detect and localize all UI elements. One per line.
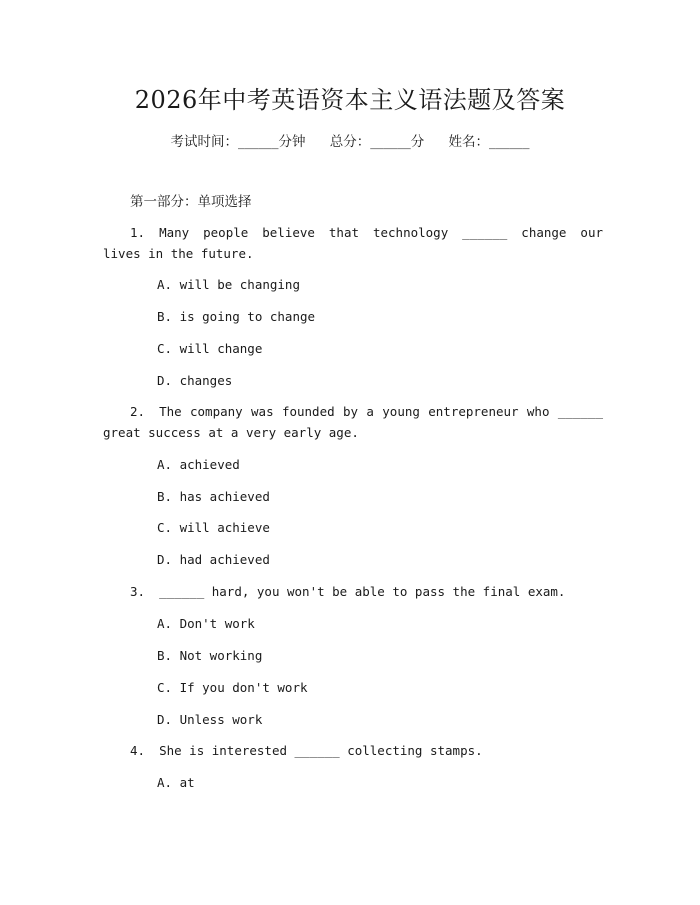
- option-3a: A. Don't work: [157, 616, 255, 631]
- question-number: 4.: [130, 743, 146, 758]
- option-1a: A. will be changing: [157, 277, 300, 292]
- question-number: 2.: [130, 404, 146, 419]
- question-number: 1.: [130, 225, 146, 240]
- option-1c: C. will change: [157, 341, 263, 356]
- exam-info-line: [0, 130, 700, 150]
- option-3b: B. Not working: [157, 648, 263, 663]
- question-text: ______ hard, you won't be able to pass the final exam.: [159, 584, 566, 599]
- question-number: 3.: [130, 584, 146, 599]
- option-1d: D. changes: [157, 373, 233, 388]
- option-3d: D. Unless work: [157, 712, 263, 727]
- exam-time-field: 考试时间：______分钟: [170, 134, 306, 150]
- option-2d: D. had achieved: [157, 552, 270, 567]
- question-text: She is interested ______ collecting stamps.: [159, 743, 483, 758]
- option-2b: B. has achieved: [157, 489, 270, 504]
- exam-score-field: 总分：______分: [329, 134, 425, 150]
- exam-name-field: 姓名：______: [448, 134, 530, 150]
- option-2c: C. will achieve: [157, 520, 270, 535]
- page-title: 2026年中考英语资本主义语法题及答案: [134, 86, 566, 114]
- question-text: Many people believe that technology ______ change our lives in the future.: [103, 225, 603, 261]
- option-4a: A. at: [157, 775, 195, 790]
- section-heading: 第一部分：单项选择: [130, 194, 252, 210]
- question-4: [103, 740, 603, 761]
- question-3: [103, 581, 603, 602]
- question-1: [103, 222, 603, 264]
- option-1b: B. is going to change: [157, 309, 316, 324]
- question-2: [103, 401, 603, 443]
- option-3c: C. If you don't work: [157, 680, 308, 695]
- question-text: The company was founded by a young entrepreneur who ______ great success at a very early age.: [103, 404, 603, 440]
- option-2a: A. achieved: [157, 457, 240, 472]
